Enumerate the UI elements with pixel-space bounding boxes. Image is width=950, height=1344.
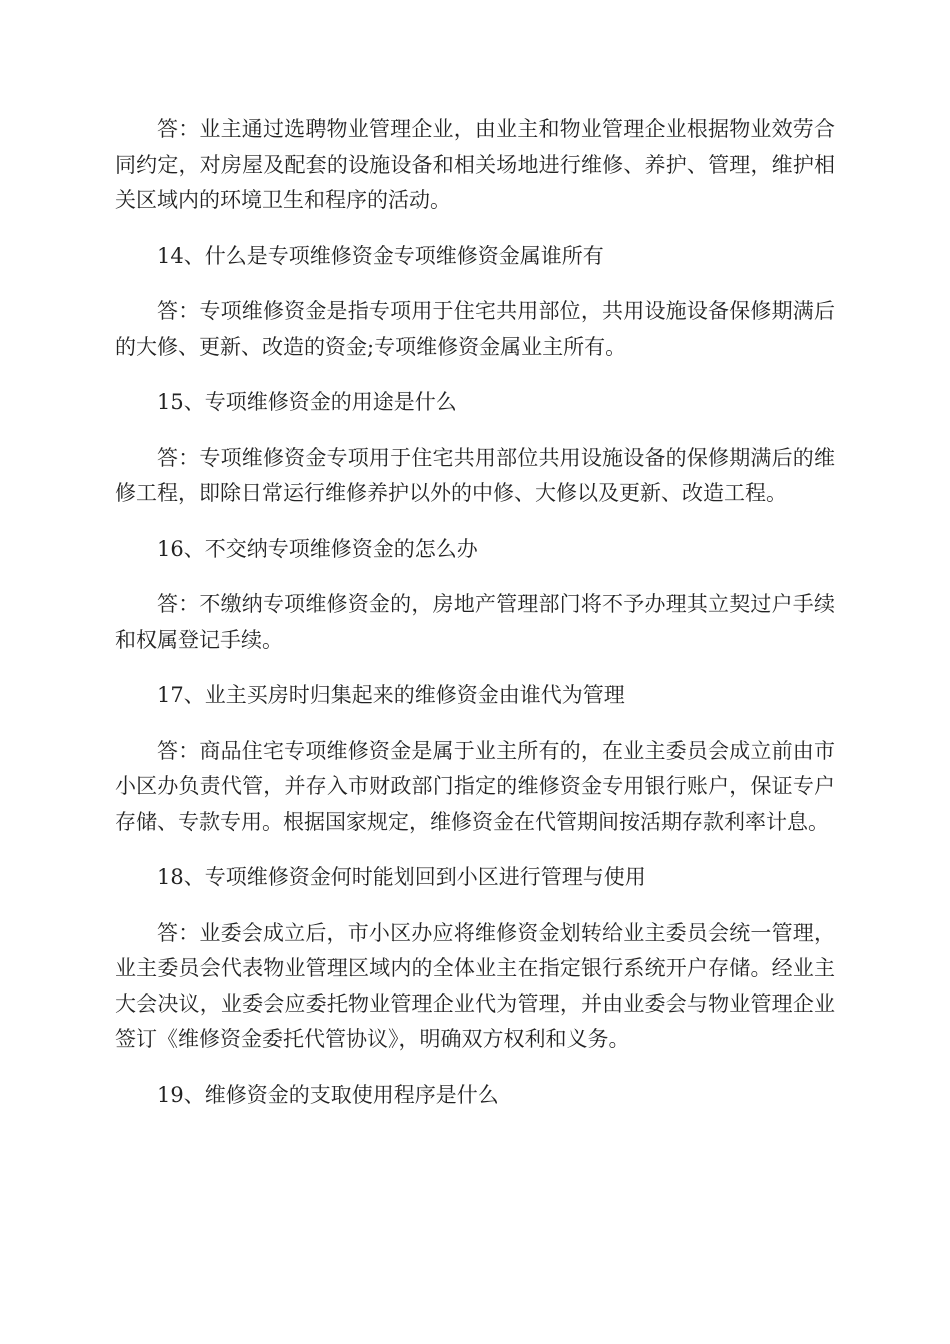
question-heading-18: 18、专项维修资金何时能划回到小区进行管理与使用: [157, 865, 646, 889]
question-heading-14: 14、什么是专项维修资金专项维修资金属谁所有: [157, 243, 604, 268]
answer-paragraph: 答：业主通过选聘物业管理企业，由业主和物业管理企业根据物业效劳合同约定，对房屋及配套的设施设备和相关场地进行维修、养护、管理，维护相关区域内的环境卫生和程序的活动。: [115, 117, 835, 212]
question-heading-19: 19、维修资金的支取使用程序是什么: [157, 1082, 499, 1107]
answer-paragraph: 答：专项维修资金是指专项用于住宅共用部位，共用设施设备保修期满后的大修、更新、改造的资金;专项维修资金属业主所有。: [115, 299, 835, 359]
answer-paragraph: 答：业委会成立后，市小区办应将维修资金划转给业主委员会统一管理，业主委员会代表物业管理区域内的全体业主在指定银行系统开户存储。经业主大会决议，业委会应委托物业管理企业代为管理，并由业委会与物业管理企业签订《维修资金委托代管协议》，明确双方权利和义务。: [115, 920, 835, 1051]
document-body: [115, 112, 835, 1133]
question-heading-16: 16、不交纳专项维修资金的怎么办: [157, 536, 478, 561]
answer-paragraph: 答：商品住宅专项维修资金是属于业主所有的，在业主委员会成立前由市小区办负责代管，并存入市财政部门指定的维修资金专用银行账户，保证专户存储、专款专用。根据国家规定，维修资金在代管期间按活期存款利率计息。: [115, 738, 835, 834]
answer-paragraph: 答：专项维修资金专项用于住宅共用部位共用设施设备的保修期满后的维修工程，即除日常运行维修养护以外的中修、大修以及更新、改造工程。: [115, 445, 835, 505]
question-heading-17: 17、业主买房时归集起来的维修资金由谁代为管理: [157, 683, 625, 707]
answer-paragraph: 答：不缴纳专项维修资金的，房地产管理部门将不予办理其立契过户手续和权属登记手续。: [115, 592, 835, 652]
question-heading-15: 15、专项维修资金的用途是什么: [157, 390, 457, 414]
